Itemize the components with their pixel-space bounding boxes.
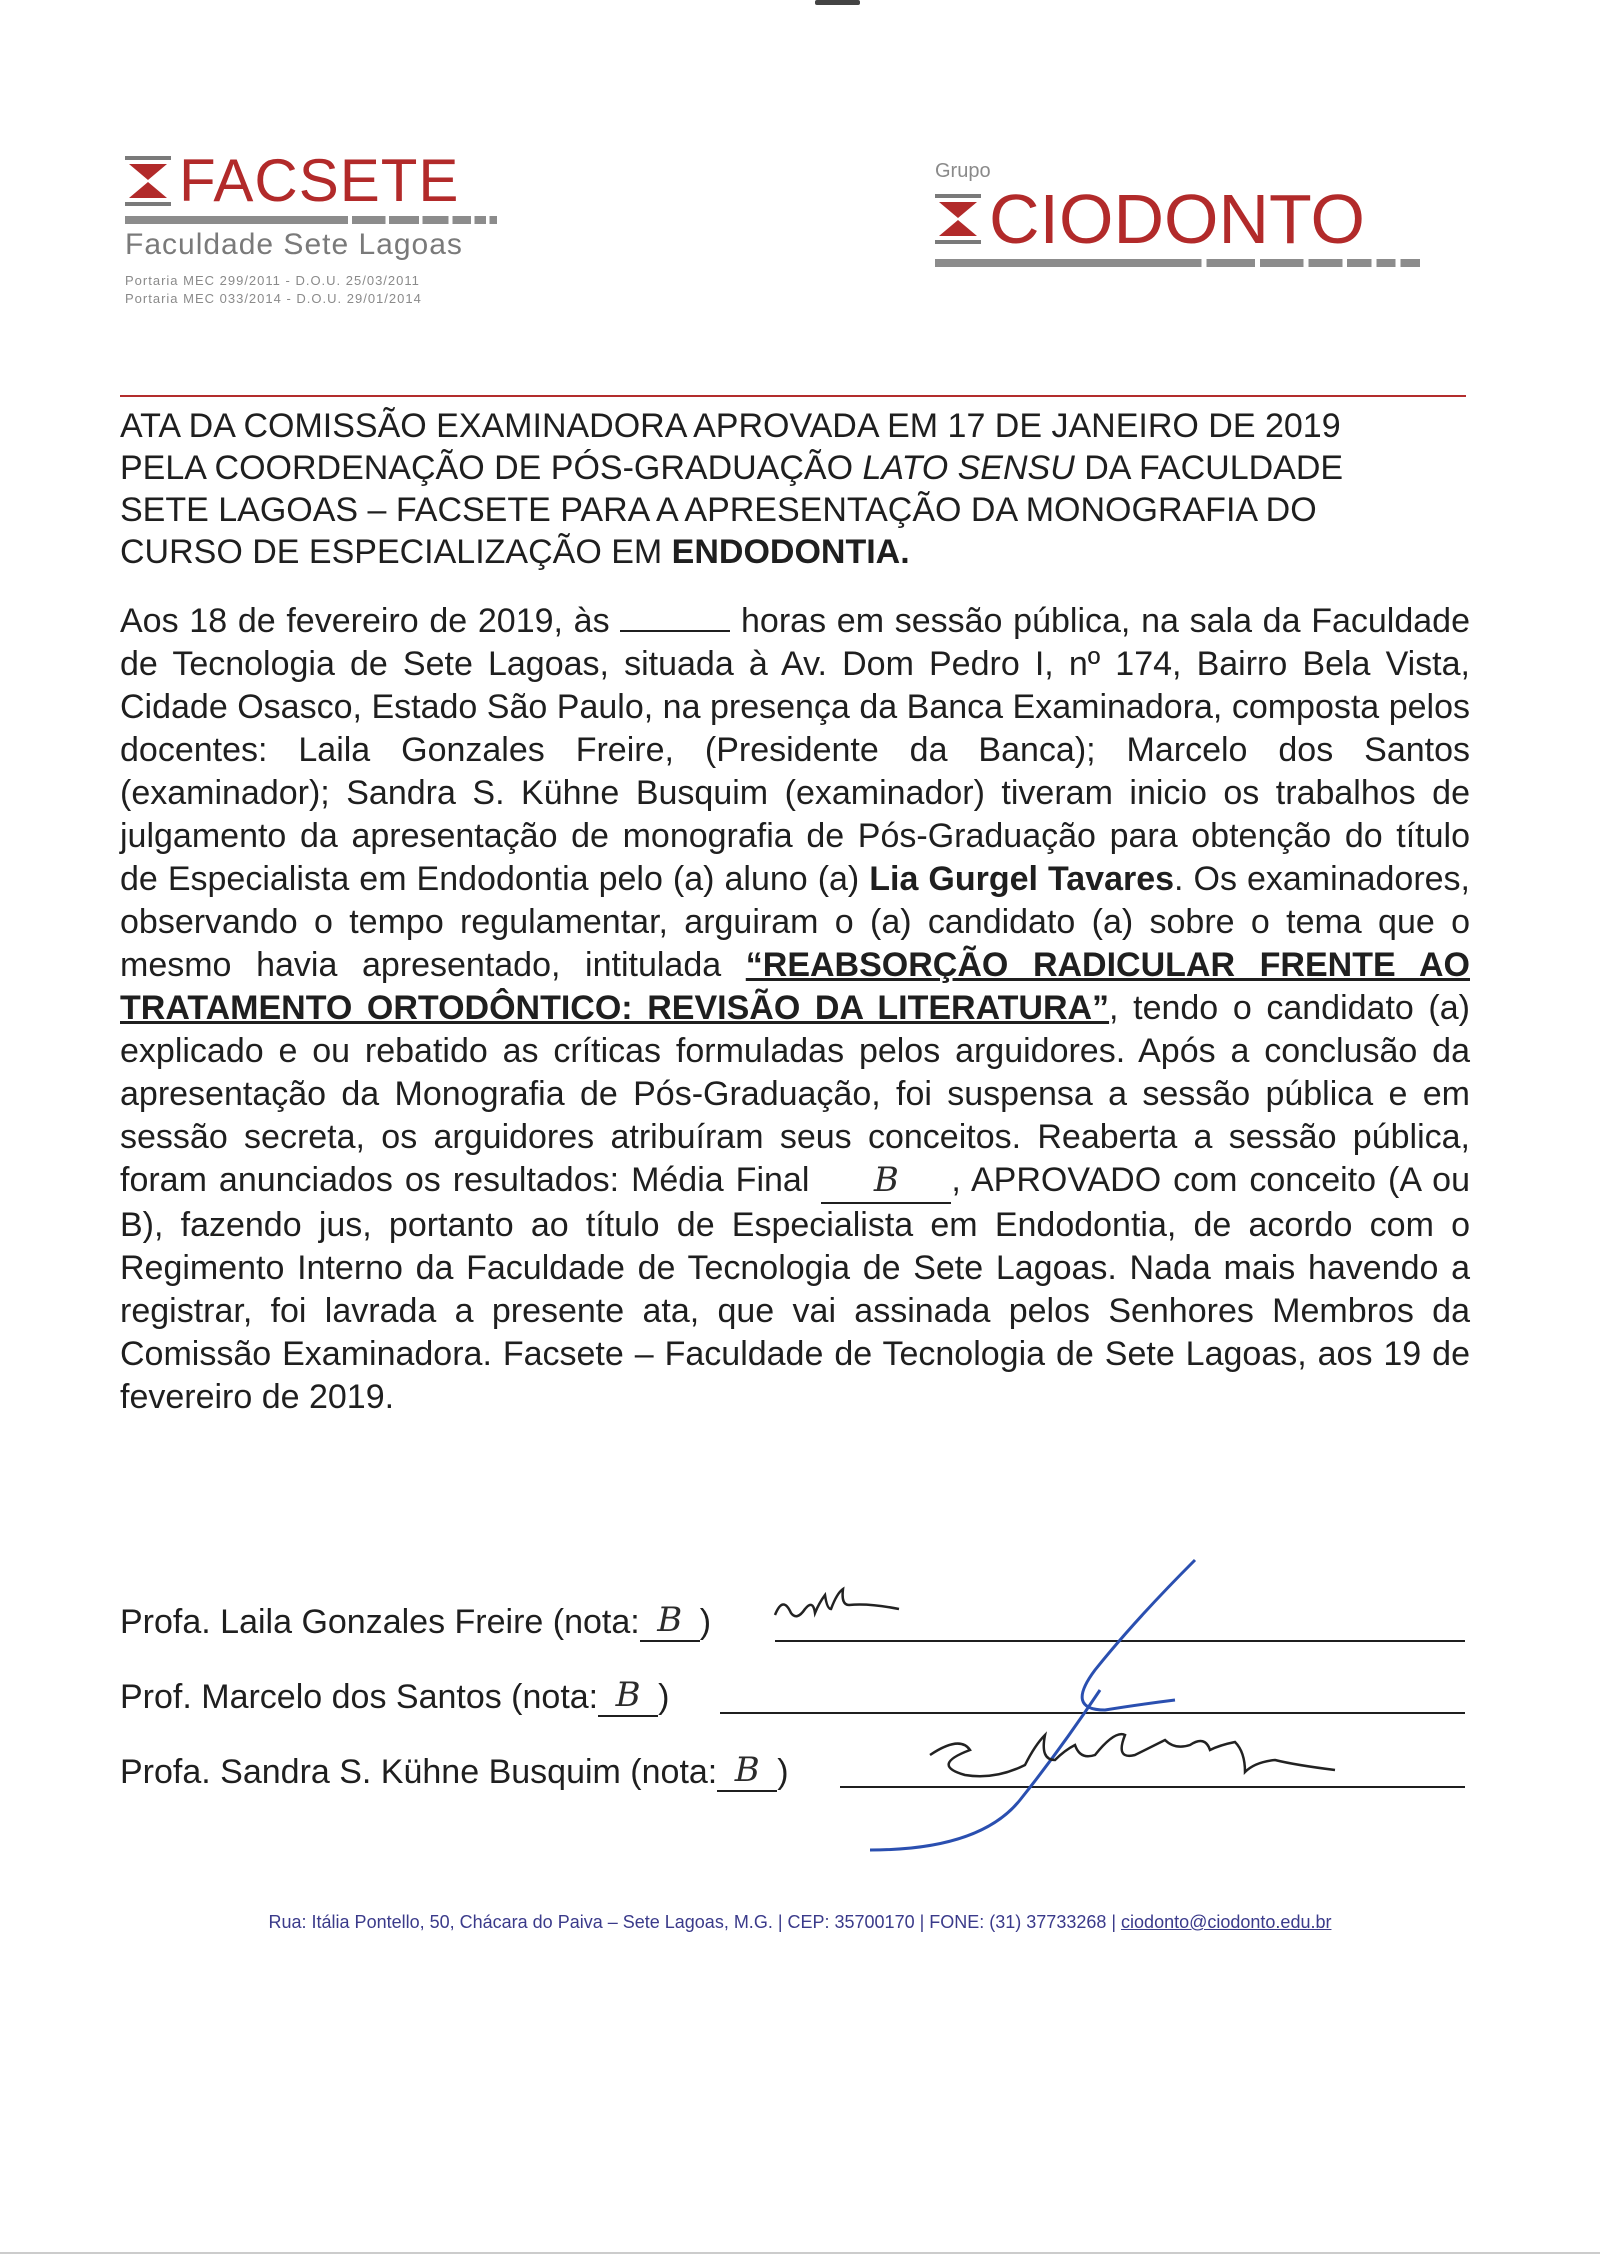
footer-email-link[interactable]: ciodonto@ciodonto.edu.br <box>1121 1912 1332 1932</box>
title-line-2: PELA COORDENAÇÃO DE PÓS-GRADUAÇÃO LATO SENSU DA FACULDADE <box>120 449 1344 487</box>
facsete-portaria <box>125 272 505 308</box>
signature-marcelo <box>870 1560 1195 1850</box>
signature-laila <box>775 1589 899 1616</box>
title-line-4: CURSO DE ESPECIALIZAÇÃO EM ENDODONTIA. <box>120 533 910 571</box>
thesis-title: “REABSORÇÃO RADICULAR FRENTE AO TRATAMENTO ORTODÔNTICO: REVISÃO DA LITERATURA” <box>120 946 1470 1027</box>
facsete-logo-mark-icon <box>125 156 171 206</box>
facsete-logo <box>125 147 505 308</box>
signature-rule-2 <box>720 1712 1465 1714</box>
signature-sandra <box>930 1734 1335 1776</box>
header-rule <box>120 395 1466 397</box>
student-name: Lia Gurgel Tavares <box>869 860 1175 898</box>
facsete-name: FACSETE <box>179 147 460 214</box>
signature-row-1: Profa. Laila Gonzales Freire (nota: B ) <box>120 1600 712 1641</box>
signature-rule-1 <box>775 1640 1465 1642</box>
title-line-3: SETE LAGOAS – FACSETE PARA A APRESENTAÇÃO DA MONOGRAFIA DO <box>120 491 1317 529</box>
signature-row-2: Prof. Marcelo dos Santos (nota: B ) <box>120 1675 670 1716</box>
ciodonto-bars <box>935 259 1420 267</box>
final-grade: B <box>821 1159 951 1204</box>
grade-2: B <box>598 1675 658 1717</box>
hour-blank <box>620 600 730 632</box>
grade-1: B <box>640 1600 700 1642</box>
signature-row-3: Profa. Sandra S. Kühne Busquim (nota: B ) <box>120 1750 789 1791</box>
facsete-tagline: Faculdade Sete Lagoas <box>125 228 463 261</box>
document-body: Aos 18 de fevereiro de 2019, às horas em sessão pública, na sala da Faculdade de Tecnologia de Sete Lagoas, situada à Av. Dom Pedro I, nº 174, Bairro Bela Vista, Cidade Osasco, Estado São Paulo, na presença da Banca Examinadora, composta pelos docentes: Laila Gonzales Freire, (Presidente da Banca); Marcelo dos Santos (examinador); Sandra S. Kühne Busquim (examinador) tiveram inicio os trabalhos de julgamento da apresentação de monografia de Pós-Graduação para obtenção do título de Especialista em Endodontia pelo (a) aluno (a) Lia Gurgel Tavares. Os examinadores, observando o tempo regulamentar, arguiram o (a) candidato (a) sobre o tema que o mesmo havia apresentado, intitulada “REABSORÇÃO RADICULAR FRENTE AO TRATAMENTO ORTODÔNTICO: REVISÃO DA LITERATURA”, tendo o candidato (a) explicado e ou rebatido as críticas formuladas pelos arguidores. Após a conclusão da apresentação da Monografia de Pós-Graduação, foi suspensa a sessão pública e em sessão secreta, os arguidores atribuíram seus conceitos. Reaberta a sessão pública, foram anunciados os resultados: Média Final B , APROVADO com conceito (A ou B), fazendo jus, portanto ao título de Especialista em Endodontia, de acordo com o Regimento Interno da Faculdade de Tecnologia de Sete Lagoas. Nada mais havendo a registrar, foi lavrada a presente ata, que vai assinada pelos Senhores Membros da Comissão Examinadora. Facsete – Faculdade de Tecnologia de Sete Lagoas, aos 19 de fevereiro de 2019. <box>120 602 1470 1416</box>
ciodonto-logo-mark-icon <box>935 194 981 244</box>
ciodonto-logo <box>935 160 1420 267</box>
facsete-bars <box>125 216 497 224</box>
ciodonto-name: CIODONTO <box>989 180 1365 258</box>
scan-mark <box>815 0 860 5</box>
signature-rule-3 <box>840 1786 1465 1788</box>
portaria-2: Portaria MEC 033/2014 - D.O.U. 29/01/2014 <box>125 291 422 306</box>
document-title <box>120 405 1470 573</box>
portaria-1: Portaria MEC 299/2011 - D.O.U. 25/03/2011 <box>125 273 420 288</box>
ciodonto-group-label: Grupo <box>935 160 991 182</box>
title-line-1: ATA DA COMISSÃO EXAMINADORA APROVADA EM 17 DE JANEIRO DE 2019 <box>120 407 1341 445</box>
grade-3: B <box>717 1750 777 1792</box>
scan-bottom-edge <box>0 2252 1600 2254</box>
footer-address: Rua: Itália Pontello, 50, Chácara do Paiva – Sete Lagoas, M.G. | CEP: 35700170 | FONE: (31) 37733268 | ciodonto@ciodonto.edu.br <box>268 1912 1332 1932</box>
